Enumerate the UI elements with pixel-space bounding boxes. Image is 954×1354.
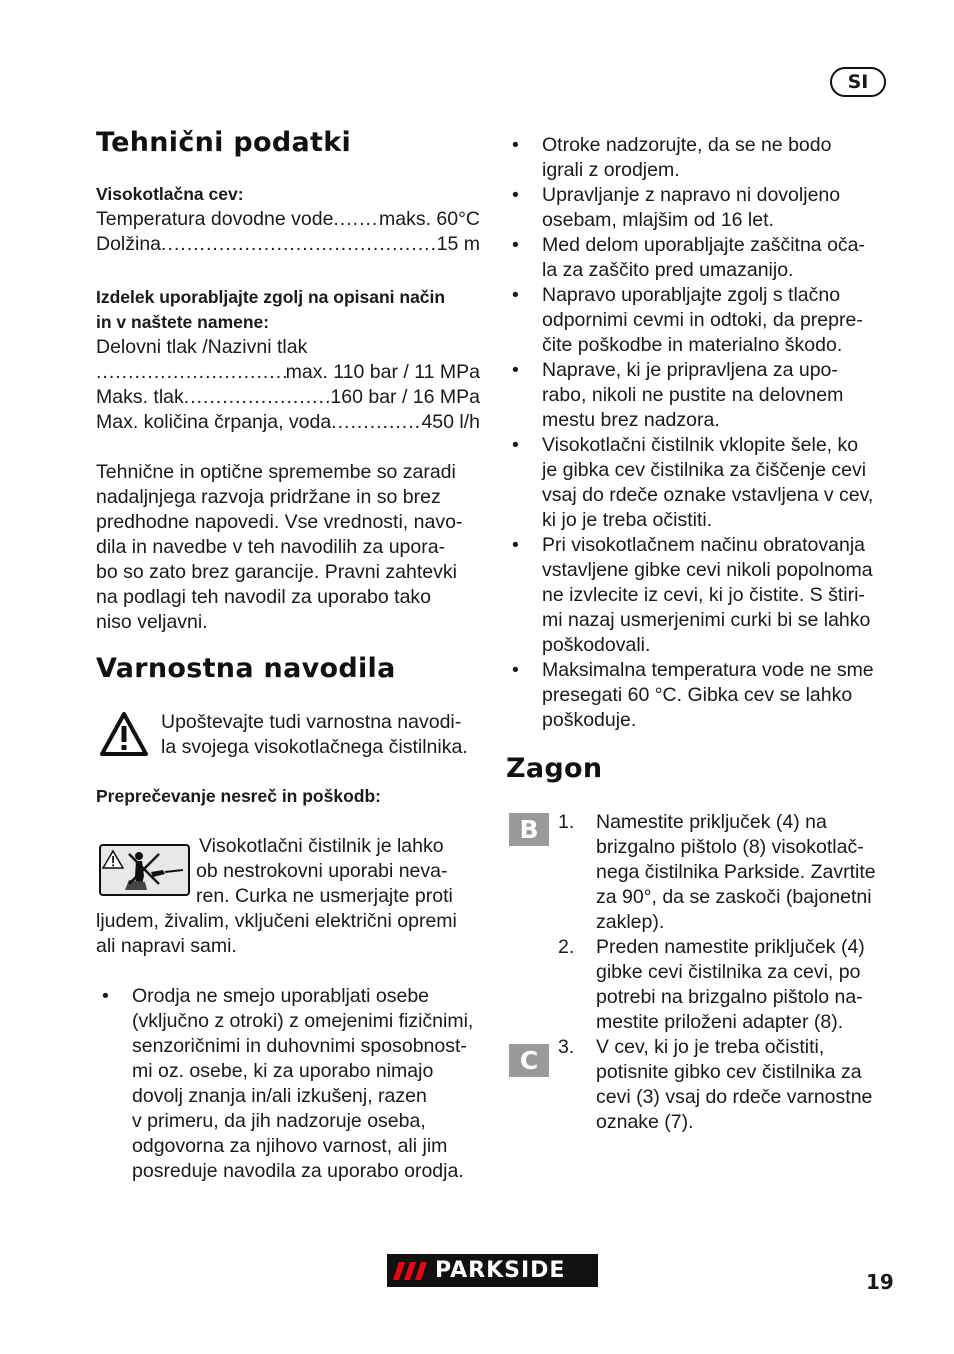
logo-stripes-icon bbox=[393, 1260, 429, 1282]
text-line: mi oz. osebe, ki za uporabo nimajo bbox=[132, 1060, 434, 1082]
dot-leader bbox=[333, 207, 379, 232]
text-line: oznake (7). bbox=[596, 1111, 694, 1133]
step-item bbox=[558, 1035, 898, 1135]
list-item bbox=[96, 984, 486, 1184]
text-line: rabo, nikoli ne pustite na delovnem bbox=[542, 384, 844, 406]
text-line: ljudem, živalim, vključeni električni opremi bbox=[96, 910, 457, 932]
text-line: la svojega visokotlačnega čistilnika. bbox=[161, 736, 468, 758]
text-line: mestu brez nadzora. bbox=[542, 409, 720, 431]
list-item bbox=[506, 283, 896, 358]
changes-paragraph bbox=[96, 460, 480, 635]
spec-label: Maks. tlak bbox=[96, 386, 184, 408]
list-item bbox=[506, 183, 896, 233]
hose-section bbox=[96, 182, 480, 257]
text-line: nega čistilnika Parkside. Zavrtite bbox=[596, 861, 876, 883]
usage-title-line: Izdelek uporabljajte zgolj na opisani način bbox=[96, 287, 446, 307]
text-line: Tehnične in optične spremembe so zaradi bbox=[96, 461, 456, 483]
text-line: posreduje navodila za uporabo orodja. bbox=[132, 1160, 464, 1182]
text-line: osebam, mlajšim od 16 let. bbox=[542, 209, 774, 231]
text-line: igrali z orodjem. bbox=[542, 159, 680, 181]
text-line: ne izvlecite iz cevi, ki jo čistite. S štiri- bbox=[542, 584, 865, 606]
text-line: cevi (3) vsaj do rdeče varnostne bbox=[596, 1086, 873, 1108]
bullet: • bbox=[512, 234, 519, 256]
text-line: na podlagi teh navodil za uporabo tako bbox=[96, 586, 432, 608]
step-number: 1. bbox=[558, 811, 575, 833]
brand-wordmark: PARKSIDE bbox=[435, 1258, 566, 1283]
step-number: 2. bbox=[558, 936, 575, 958]
text-line: potrebi na brizgalno pištolo na- bbox=[596, 986, 863, 1008]
spec-value: 15 m bbox=[436, 233, 480, 255]
pressure-label: Delovni tlak /Nazivni tlak bbox=[96, 336, 308, 358]
step-item bbox=[558, 935, 898, 1035]
bullet: • bbox=[512, 134, 519, 156]
text-line: potisnite gibko cev čistilnika za bbox=[596, 1061, 862, 1083]
heading-start: Zagon bbox=[506, 753, 603, 784]
text-line: presegati 60 °C. Gibka cev se lahko bbox=[542, 684, 853, 706]
spec-value: max. 110 bar / 11 MPa bbox=[285, 361, 480, 383]
language-code: SI bbox=[847, 71, 869, 93]
spec-label: Max. količina črpanja, voda bbox=[96, 411, 332, 433]
usage-title-line: in v naštete namene: bbox=[96, 312, 270, 332]
text-line: Upoštevajte tudi varnostna navodi- bbox=[161, 711, 462, 733]
text-line: Upravljanje z napravo ni dovoljeno bbox=[542, 184, 841, 206]
text-line: V cev, ki jo je treba očistiti, bbox=[596, 1036, 825, 1058]
text-line: ali napravi sami. bbox=[96, 935, 237, 957]
heading-technical-data: Tehnični podatki bbox=[96, 127, 352, 158]
text-line: je gibka cev čistilnika za čiščenje cevi bbox=[542, 459, 867, 481]
text-line: dila in navedbe v teh navodilih za upora- bbox=[96, 536, 446, 558]
spec-value: 450 l/h bbox=[421, 411, 480, 433]
prevent-title bbox=[96, 784, 480, 809]
text-line: Preden namestite priključek (4) bbox=[596, 936, 865, 958]
dot-leader bbox=[184, 385, 331, 410]
text-line: poškoduje. bbox=[542, 709, 637, 731]
start-steps bbox=[558, 810, 898, 1135]
text-line: (vključno z otroki) z omejenimi fizičnimi, bbox=[132, 1010, 474, 1032]
list-item bbox=[506, 233, 896, 283]
text-line: Napravo uporabljajte zgolj s tlačno bbox=[542, 284, 841, 306]
usage-section bbox=[96, 285, 480, 435]
text-line: za 90°, da se zaskoči (bajonetni bbox=[596, 886, 872, 908]
dot-leader bbox=[161, 232, 437, 257]
text-line: vstavljene gibke cevi nikoli popolnoma bbox=[542, 559, 873, 581]
text-line: nadaljnjega razvoja pridržane in so brez bbox=[96, 486, 441, 508]
text-line: poškodovali. bbox=[542, 634, 651, 656]
text-line: vsaj do rdeče oznake vstavljena v cev, bbox=[542, 484, 874, 506]
page-number: 19 bbox=[866, 1270, 894, 1294]
hose-title: Visokotlačna cev: bbox=[96, 184, 244, 204]
spec-row bbox=[96, 207, 480, 232]
danger-text bbox=[96, 834, 480, 959]
right-bullet-list bbox=[506, 133, 896, 733]
text-line: brizgalno pištolo (8) visokotlač- bbox=[596, 836, 864, 858]
text-line: čite poškodbe in materialno škodo. bbox=[542, 334, 843, 356]
text-line: mi nazaj usmerjenimi curki bi se lahko bbox=[542, 609, 871, 631]
text-line: odpornimi cevmi in odtoki, da prepre- bbox=[542, 309, 863, 331]
text-line: Maksimalna temperatura vode ne sme bbox=[542, 659, 874, 681]
bullet: • bbox=[512, 534, 519, 556]
text-line: Naprave, ki je pripravljena za upo- bbox=[542, 359, 838, 381]
bullet: • bbox=[512, 359, 519, 381]
spec-row bbox=[96, 360, 480, 385]
text-line: Otroke nadzorujte, da se ne bodo bbox=[542, 134, 832, 156]
text-line: v primeru, da jih nadzoruje oseba, bbox=[132, 1110, 426, 1132]
list-item bbox=[506, 658, 896, 733]
spec-row bbox=[96, 385, 480, 410]
subheading: Preprečevanje nesreč in poškodb: bbox=[96, 786, 381, 806]
text-line: Med delom uporabljajte zaščitna oča- bbox=[542, 234, 866, 256]
dot-leader bbox=[331, 410, 421, 435]
text-line: Visokotlačni čistilnik vklopite šele, ko bbox=[542, 434, 859, 456]
text-line: niso veljavni. bbox=[96, 611, 208, 633]
list-item bbox=[506, 533, 896, 658]
bullet: • bbox=[512, 659, 519, 681]
step-number: 3. bbox=[558, 1036, 575, 1058]
spec-row bbox=[96, 410, 480, 435]
spec-label: Temperatura dovodne vode bbox=[96, 208, 334, 230]
text-line: ki jo je treba očistiti. bbox=[542, 509, 713, 531]
text-line: ren. Curka ne usmerjajte proti bbox=[196, 885, 453, 907]
text-line: zaklep). bbox=[596, 911, 665, 933]
spec-value: 160 bar / 16 MPa bbox=[330, 386, 480, 408]
bullet: • bbox=[512, 434, 519, 456]
text-line: gibke cevi čistilnika za cevi, po bbox=[596, 961, 861, 983]
text-line: senzoričnimi in duhovnimi sposobnost- bbox=[132, 1035, 467, 1057]
warning-triangle-icon bbox=[99, 711, 149, 757]
text-line: dovolj znanja in/ali izkušenj, razen bbox=[132, 1085, 427, 1107]
text-line: Namestite priključek (4) na bbox=[596, 811, 827, 833]
text-line: Visokotlačni čistilnik je lahko bbox=[199, 835, 444, 857]
heading-safety: Varnostna navodila bbox=[96, 653, 396, 684]
text-line: Orodja ne smejo uporabljati osebe bbox=[132, 985, 430, 1007]
text-line: Pri visokotlačnem načinu obratovanja bbox=[542, 534, 866, 556]
step-item bbox=[558, 810, 898, 935]
language-badge bbox=[830, 67, 886, 97]
list-item bbox=[506, 433, 896, 533]
spec-label: Dolžina bbox=[96, 233, 162, 255]
text-line: predhodne napovedi. Vse vrednosti, navo- bbox=[96, 511, 463, 533]
dot-leader bbox=[96, 360, 286, 385]
warning-text bbox=[161, 710, 491, 760]
bullet: • bbox=[512, 284, 519, 306]
spec-row bbox=[96, 232, 480, 257]
text-line: mestite priloženi adapter (8). bbox=[596, 1011, 844, 1033]
text-line: odgovorna za njihovo varnost, ali jim bbox=[132, 1135, 448, 1157]
bullet: • bbox=[512, 184, 519, 206]
list-item bbox=[506, 133, 896, 183]
figure-badge-b: B bbox=[509, 813, 549, 846]
list-item bbox=[506, 358, 896, 433]
text-line: bo so zato brez garancije. Pravni zahtevki bbox=[96, 561, 457, 583]
parkside-logo bbox=[387, 1254, 598, 1287]
text-line: la za zaščito pred umazanijo. bbox=[542, 259, 794, 281]
text-line: ob nestrokovni uporabi neva- bbox=[196, 860, 448, 882]
figure-badge-c: C bbox=[509, 1044, 549, 1077]
spec-value: maks. 60°C bbox=[379, 208, 480, 230]
bullet: • bbox=[102, 985, 109, 1007]
